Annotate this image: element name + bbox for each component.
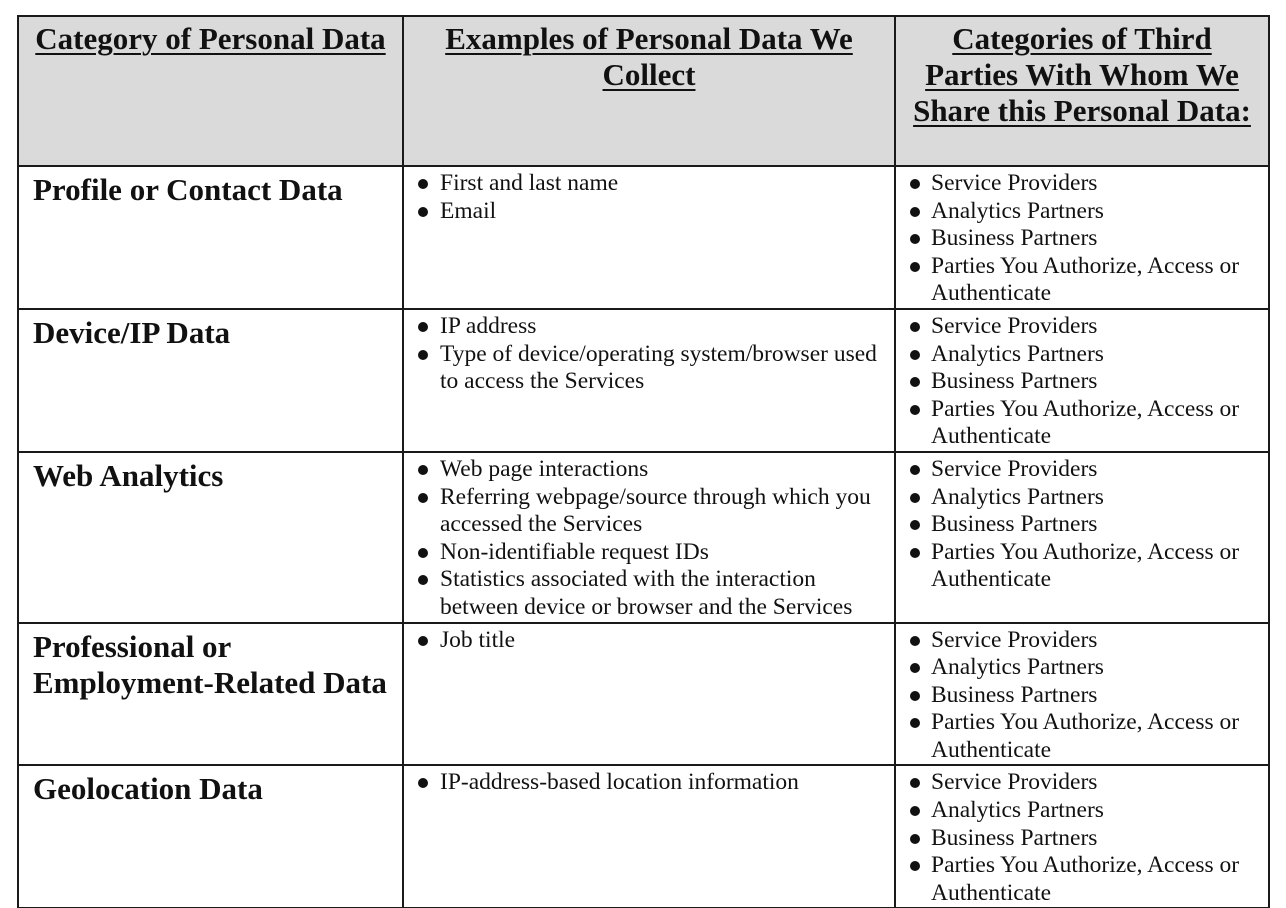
third-parties-cell: [895, 166, 1269, 309]
table-row: [18, 309, 1269, 452]
list-item: Parties You Authorize, Access or Authenticate: [908, 539, 1262, 594]
category-label: Geolocation Data: [33, 771, 263, 807]
examples-cell: [403, 623, 895, 766]
third-parties-cell: [895, 309, 1269, 452]
list-item: Service Providers: [908, 627, 1262, 655]
list-item: Parties You Authorize, Access or Authenticate: [908, 253, 1262, 308]
third-parties-list: [896, 624, 1268, 765]
third-parties-cell: [895, 623, 1269, 766]
third-parties-cell: [895, 765, 1269, 908]
list-item: Web page interactions: [416, 456, 888, 484]
examples-list: [404, 766, 894, 797]
examples-list: [404, 624, 894, 655]
table-row: [18, 452, 1269, 623]
list-item: Type of device/operating system/browser used to access the Services: [416, 341, 888, 396]
category-cell: [18, 452, 403, 623]
list-item: Analytics Partners: [908, 341, 1262, 369]
examples-list: [404, 310, 894, 396]
examples-cell: [403, 309, 895, 452]
list-item: Service Providers: [908, 769, 1262, 797]
category-cell: [18, 166, 403, 309]
third-parties-list: [896, 167, 1268, 308]
list-item: Business Partners: [908, 682, 1262, 710]
header-category: Category of Personal Data: [18, 16, 403, 166]
list-item: Analytics Partners: [908, 797, 1262, 825]
list-item: Parties You Authorize, Access or Authenticate: [908, 396, 1262, 451]
table-row: [18, 623, 1269, 766]
list-item: IP-address-based location information: [416, 769, 888, 797]
examples-list: [404, 453, 894, 622]
category-cell: [18, 765, 403, 908]
category-cell: [18, 309, 403, 452]
header-third-parties: Categories of Third Parties With Whom We Share this Personal Data:: [895, 16, 1269, 166]
list-item: Business Partners: [908, 511, 1262, 539]
examples-cell: [403, 765, 895, 908]
third-parties-list: [896, 453, 1268, 594]
header-examples: Examples of Personal Data We Collect: [403, 16, 895, 166]
list-item: Non-identifiable request IDs: [416, 539, 888, 567]
table-header-row: [18, 16, 1269, 166]
category-label: Device/IP Data: [33, 314, 231, 350]
list-item: Service Providers: [908, 313, 1262, 341]
examples-list: [404, 167, 894, 225]
list-item: Email: [416, 198, 888, 226]
list-item: Analytics Partners: [908, 198, 1262, 226]
category-label: Professional or Employment-Related Data: [33, 628, 387, 700]
list-item: Referring webpage/source through which you accessed the Services: [416, 484, 888, 539]
examples-cell: [403, 166, 895, 309]
list-item: Parties You Authorize, Access or Authenticate: [908, 709, 1262, 764]
third-parties-list: [896, 310, 1268, 451]
personal-data-table: [17, 15, 1270, 908]
list-item: Service Providers: [908, 170, 1262, 198]
list-item: First and last name: [416, 170, 888, 198]
table-row: [18, 166, 1269, 309]
third-parties-list: [896, 766, 1268, 907]
list-item: Business Partners: [908, 825, 1262, 853]
list-item: Statistics associated with the interaction between device or browser and the Services: [416, 566, 888, 621]
list-item: Analytics Partners: [908, 654, 1262, 682]
list-item: Business Partners: [908, 368, 1262, 396]
category-label: Profile or Contact Data: [33, 172, 343, 207]
list-item: Analytics Partners: [908, 484, 1262, 512]
table-row: [18, 765, 1269, 908]
list-item: Service Providers: [908, 456, 1262, 484]
list-item: Job title: [416, 627, 888, 655]
examples-cell: [403, 452, 895, 623]
list-item: Parties You Authorize, Access or Authenticate: [908, 852, 1262, 907]
list-item: Business Partners: [908, 225, 1262, 253]
list-item: IP address: [416, 313, 888, 341]
category-cell: [18, 623, 403, 766]
category-label: Web Analytics: [33, 457, 224, 493]
third-parties-cell: [895, 452, 1269, 623]
